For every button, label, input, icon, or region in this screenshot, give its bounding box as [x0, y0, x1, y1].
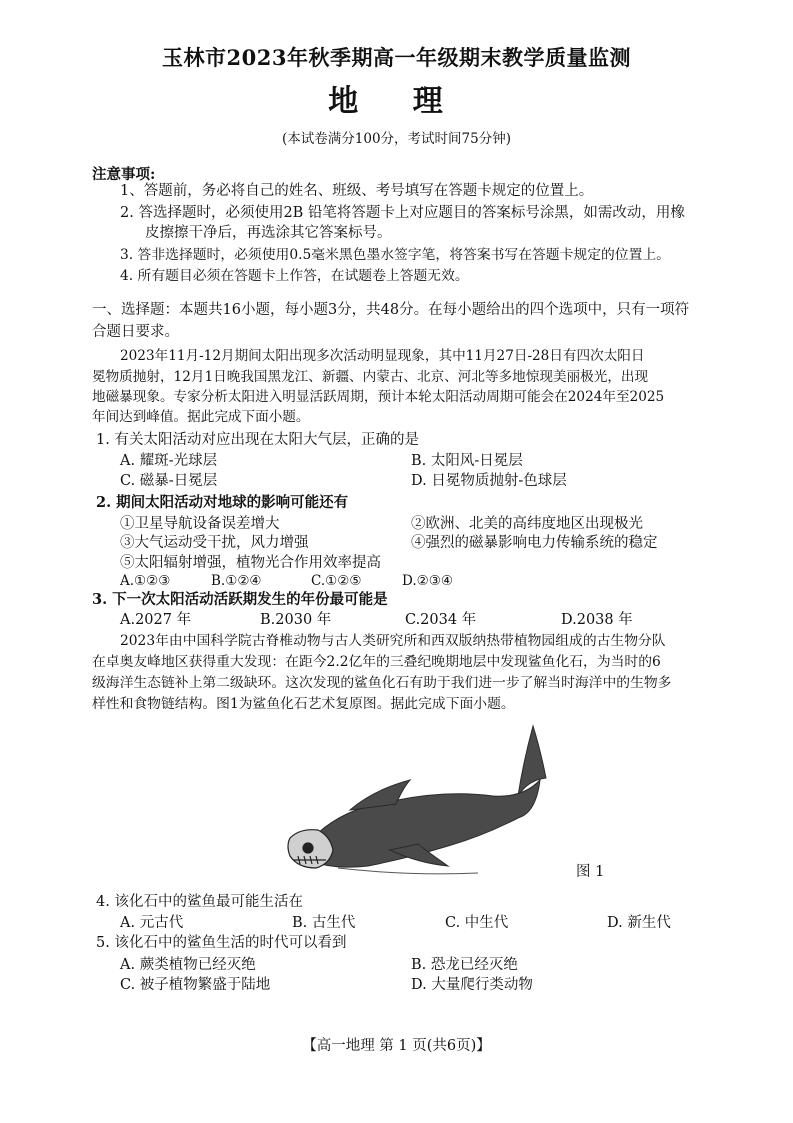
q2-option-d: D.②③④ [402, 573, 453, 589]
q2-stem: 2. 期间太阳活动对地球的影响可能还有 [96, 494, 349, 511]
q4-option-d: D. 新生代 [607, 915, 671, 931]
notice-item-2: 2. 答选择题时，必须使用2B 铅笔将答题卡上对应题目的答案标号涂黑，如需改动，用橡 [120, 205, 685, 221]
q3-option-b: B.2030 年 [260, 612, 332, 628]
passage2-line4: 样性和食物链结构。图1为鲨鱼化石艺术复原图。据此完成下面小题。 [92, 696, 515, 712]
section-heading-line1: 一、选择题：本题共16小题，每小题3分，共48分。在每小题给出的四个选项中，只有一项符 [92, 302, 690, 318]
figure-caption: 图 1 [576, 864, 605, 880]
notice-item-1: 1、答题前，务必将自己的姓名、班级、考号填写在答题卡规定的位置上。 [120, 183, 594, 199]
q3-option-a: A.2027 年 [120, 612, 192, 628]
q2-option-c: C.①②⑤ [311, 573, 362, 589]
passage2-line1: 2023年由中国科学院古脊椎动物与古人类研究所和西双版纳热带植物园组成的古生物分队 [120, 633, 666, 649]
section-heading-line2: 合题日要求。 [92, 324, 179, 340]
subject-title: 地 理 [328, 84, 465, 119]
q1-option-a: A. 耀斑-光球层 [120, 453, 218, 469]
q5-option-b: B. 恐龙已经灭绝 [411, 957, 518, 973]
q2-option-a: A.①②③ [120, 573, 171, 589]
q2-statement-2: ②欧洲、北美的高纬度地区出现极光 [411, 516, 643, 532]
notice-item-3: 3. 答非选择题时，必须使用0.5毫米黑色墨水签字笔，将答案书写在答题卡规定的位置上。 [120, 247, 670, 263]
paper-info: (本试卷满分100分，考试时间75分钟) [282, 131, 511, 147]
notice-title: 注意事项: [92, 166, 156, 183]
q2-statement-5: ⑤太阳辐射增强，植物光合作用效率提高 [120, 555, 381, 571]
q5-option-c: C. 被子植物繁盛于陆地 [120, 977, 271, 993]
q1-option-b: B. 太阳风-日冕层 [411, 453, 523, 469]
q5-stem: 5. 该化石中的鲨鱼生活的时代可以看到 [96, 935, 347, 951]
q2-option-b: B.①②④ [211, 573, 262, 589]
passage1-line2: 冕物质抛射，12月1日晚我国黑龙江、新疆、内蒙古、北京、河北等多地惊现美丽极光，出现 [92, 369, 649, 385]
q3-option-d: D.2038 年 [561, 612, 633, 628]
page-footer: 【高一地理 第 1 页(共6页)】 [302, 1038, 491, 1054]
passage2-line2: 在卓奥友峰地区获得重大发现：在距今2.2亿年的三叠纪晚期地层中发现鲨鱼化石，为当时的6 [92, 654, 661, 670]
q1-stem: 1. 有关太阳活动对应出现在太阳大气层，正确的是 [96, 432, 419, 448]
q3-option-c: C.2034 年 [405, 612, 477, 628]
q5-option-d: D. 大量爬行类动物 [411, 977, 533, 993]
q2-statement-3: ③大气运动受干扰，风力增强 [120, 535, 309, 551]
q4-stem: 4. 该化石中的鲨鱼最可能生活在 [96, 894, 303, 910]
q1-option-c: C. 磁暴-日冕层 [120, 473, 218, 489]
passage1-line1: 2023年11月-12月期间太阳出现多次活动明显现象，其中11月27日-28日有四次太阳日 [120, 348, 645, 364]
exam-title: 玉林市2023年秋季期高一年级期末教学质量监测 [162, 45, 631, 70]
q3-stem: 3. 下一次太阳活动活跃期发生的年份最可能是 [92, 591, 388, 608]
passage1-line4: 年间达到峰值。据此完成下面小题。 [92, 409, 310, 425]
notice-item-4: 4. 所有题目必须在答题卡上作答，在试题卷上答题无效。 [120, 268, 469, 284]
q1-option-d: D. 日冕物质抛射-色球层 [411, 473, 567, 489]
q5-option-a: A. 蕨类植物已经灭绝 [120, 957, 256, 973]
q4-option-a: A. 元古代 [120, 915, 184, 931]
q4-option-c: C. 中生代 [445, 915, 509, 931]
passage2-line3: 级海洋生态链补上第二级缺环。这次发现的鲨鱼化石有助于我们进一步了解当时海洋中的生物多 [92, 675, 672, 691]
q2-statement-1: ①卫星导航设备误差增大 [120, 516, 280, 532]
passage1-line3: 地磁暴现象。专家分析太阳进入明显活跃周期，预计本轮太阳活动周期可能会在2024年至2025 [92, 389, 665, 405]
q2-statement-4: ④强烈的磁暴影响电力传输系统的稳定 [411, 535, 658, 551]
notice-item-2-cont: 皮擦擦干净后，再选涂其它答案标号。 [145, 225, 392, 241]
q4-option-b: B. 古生代 [292, 915, 356, 931]
shark-fossil-illustration [278, 718, 566, 888]
